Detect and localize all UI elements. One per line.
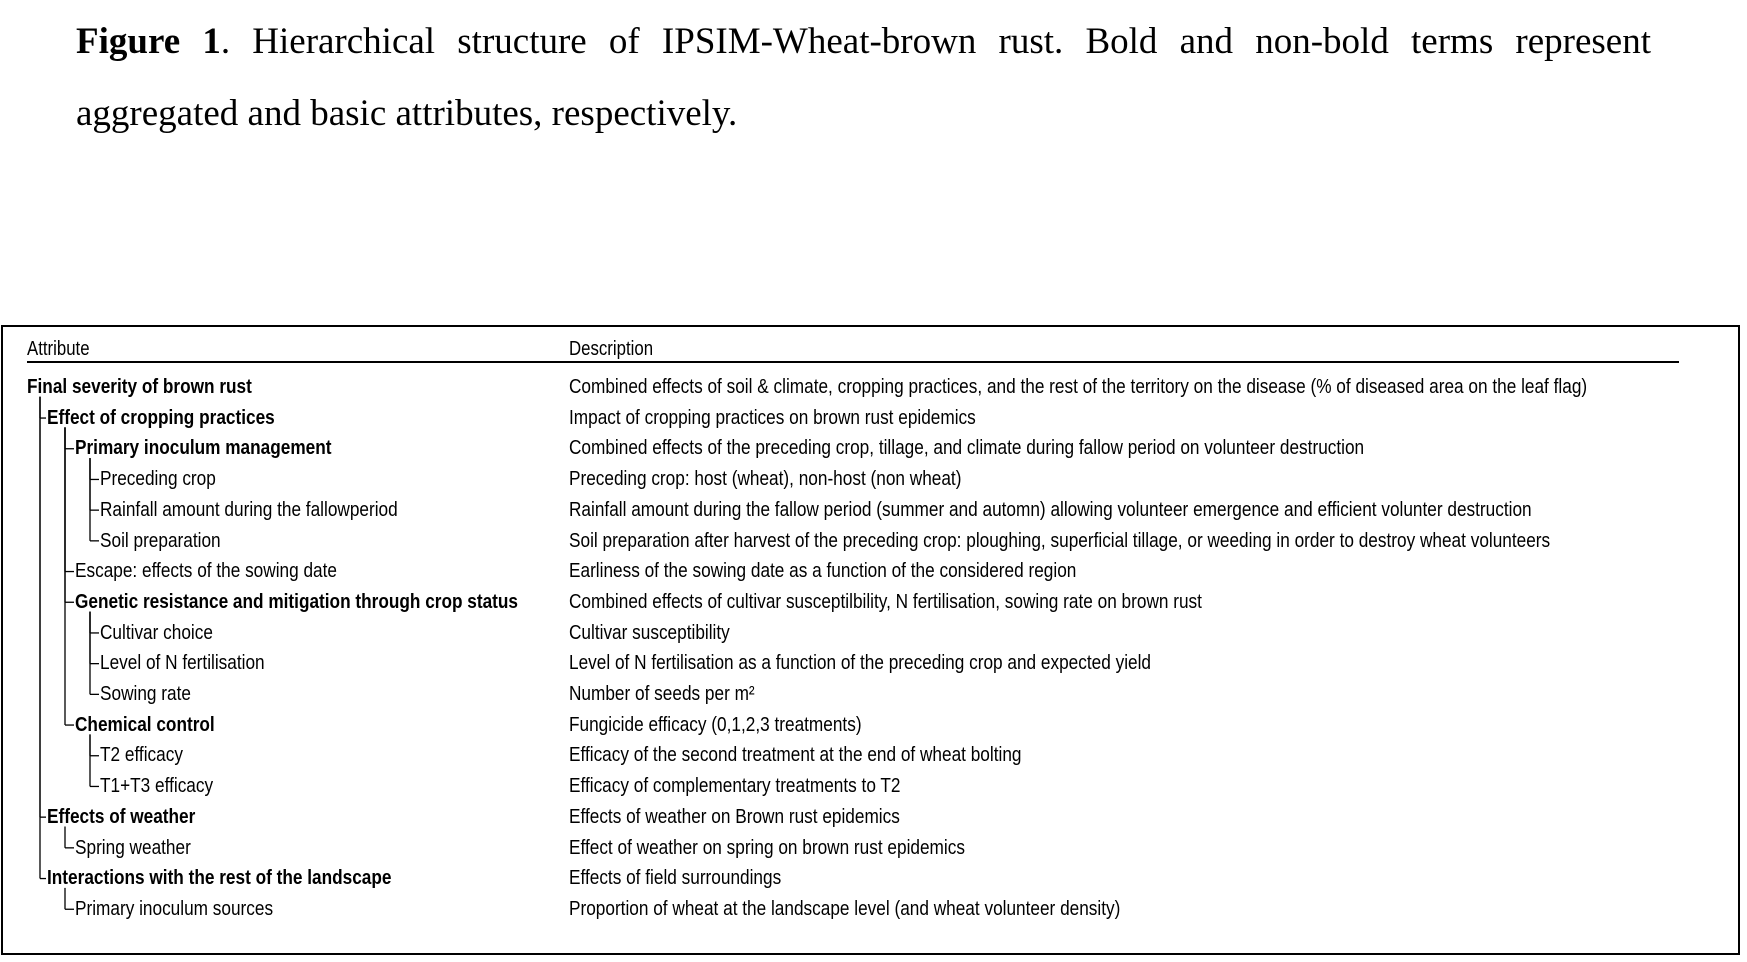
figure-caption: [76, 6, 1651, 150]
table-row: [3, 618, 1742, 648]
attribute-label: Primary inoculum sources: [75, 896, 274, 920]
attribute-description: Soil preparation after harvest of the preceding crop: ploughing, superficial tillage, or weeding in order to destroy wheat volunteers: [569, 528, 1551, 552]
attribute-description: Number of seeds per m²: [569, 682, 755, 705]
attribute-label: Soil preparation: [100, 528, 221, 552]
table-row: [3, 556, 1742, 586]
table-row: [3, 863, 1742, 893]
table-row: [3, 587, 1742, 617]
table-row: [3, 740, 1742, 770]
table-row: [3, 403, 1742, 433]
attribute-description: Effects of field surroundings: [569, 866, 782, 890]
attribute-description: Fungicide efficacy (0,1,2,3 treatments): [569, 712, 862, 736]
attribute-table: [1, 325, 1740, 955]
attribute-label: Rainfall amount during the fallowperiod: [100, 497, 398, 521]
table-row: [3, 679, 1742, 709]
table-row: [3, 495, 1742, 525]
attribute-label: Level of N fertilisation: [100, 651, 265, 675]
attribute-description: Combined effects of cultivar susceptilbility, N fertilisation, sowing rate on brown rust: [569, 589, 1202, 613]
attribute-label: T1+T3 efficacy: [100, 774, 214, 798]
attribute-description: Proportion of wheat at the landscape level (and wheat volunteer density): [569, 896, 1121, 920]
table-row: [3, 372, 1742, 402]
table-row: [3, 833, 1742, 863]
table-row: [3, 894, 1742, 924]
attribute-description: Rainfall amount during the fallow period (summer and automn) allowing volunteer emergence and efficient volunter destruction: [569, 497, 1532, 521]
attribute-label: Preceding crop: [100, 467, 216, 491]
attribute-description: Combined effects of the preceding crop, tillage, and climate during fallow period on volunteer destruction: [569, 436, 1365, 460]
table-row: [3, 648, 1742, 678]
attribute-label: Genetic resistance and mitigation through crop status: [75, 589, 519, 613]
attribute-label: Spring weather: [75, 835, 191, 859]
attribute-label: Cultivar choice: [100, 620, 213, 644]
table-row: [3, 771, 1742, 801]
attribute-label: Final severity of brown rust: [27, 375, 252, 398]
attribute-label: T2 efficacy: [100, 743, 183, 767]
attribute-label: Escape: effects of the sowing date: [75, 559, 337, 583]
attribute-description: Efficacy of the second treatment at the end of wheat bolting: [569, 743, 1022, 767]
attribute-label: Sowing rate: [100, 682, 191, 705]
table-row: [3, 802, 1742, 832]
attribute-description: Earliness of the sowing date as a function of the considered region: [569, 559, 1077, 583]
table-row: [3, 464, 1742, 494]
figure-caption-text: . Hierarchical structure of IPSIM-Wheat-brown rust. Bold and non-bold terms represent aggregated and basic attributes, respectively.: [76, 21, 1651, 134]
attribute-description: Impact of cropping practices on brown rust epidemics: [569, 405, 976, 429]
header-description: Description: [569, 338, 654, 360]
attribute-description: Combined effects of soil & climate, cropping practices, and the rest of the territory on the disease (% of diseased area on the leaf flag): [569, 375, 1588, 398]
attribute-label: Effects of weather: [47, 804, 196, 828]
attribute-label: Effect of cropping practices: [47, 405, 275, 429]
table-row: [3, 433, 1742, 463]
attribute-description: Level of N fertilisation as a function of the preceding crop and expected yield: [569, 651, 1152, 675]
figure-label: Figure 1: [76, 21, 221, 62]
attribute-description: Preceding crop: host (wheat), non-host (non wheat): [569, 467, 962, 491]
attribute-description: Effects of weather on Brown rust epidemics: [569, 804, 900, 828]
attribute-label: Interactions with the rest of the landscape: [47, 866, 392, 890]
attribute-description: Cultivar susceptibility: [569, 620, 730, 644]
attribute-label: Primary inoculum management: [75, 436, 332, 460]
table-row: [3, 526, 1742, 556]
attribute-label: Chemical control: [75, 712, 215, 736]
attribute-description: Efficacy of complementary treatments to T2: [569, 774, 901, 798]
table-row: [3, 710, 1742, 740]
attribute-description: Effect of weather on spring on brown rust epidemics: [569, 835, 965, 859]
header-attribute: Attribute: [27, 338, 90, 360]
